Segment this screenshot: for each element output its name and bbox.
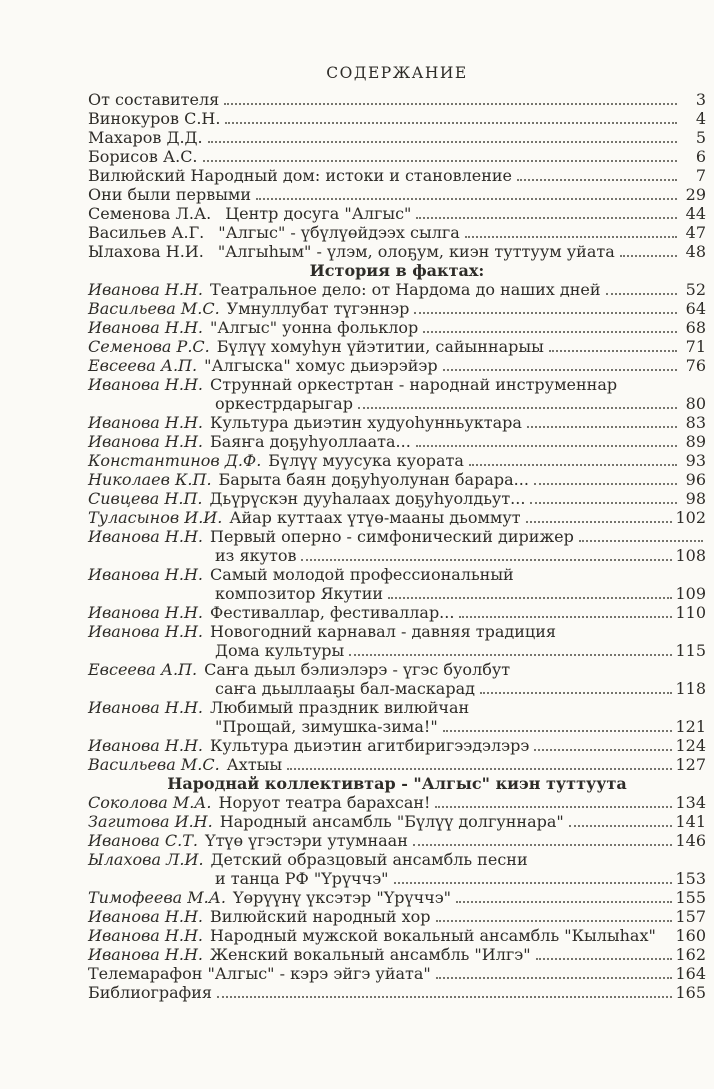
toc-entry-text: Новогодний карнавал - давняя традиция bbox=[210, 622, 556, 641]
toc-entry-line bbox=[88, 622, 706, 641]
toc-entry-text: Умнуллубат түгэннэр bbox=[226, 299, 410, 318]
toc-entry-text: Борисов А.С. bbox=[88, 147, 198, 166]
toc-entry-line bbox=[88, 698, 706, 717]
toc-entry-author: Иванова Н.Н. bbox=[88, 280, 203, 299]
toc-entry-text: "Алгыс" - үбүлүөйдээх сылга bbox=[218, 223, 460, 242]
toc-entry-author: Васильева М.С. bbox=[88, 299, 220, 318]
toc-page-number: 44 bbox=[685, 204, 706, 223]
toc-entry-text: Айар куттаах үтүө-мааны дьоммут bbox=[229, 508, 521, 527]
dot-leader bbox=[203, 160, 677, 162]
dot-leader bbox=[456, 901, 672, 903]
toc-list bbox=[88, 90, 706, 1002]
toc-page-number: 146 bbox=[675, 831, 706, 850]
toc-page-number: 124 bbox=[675, 736, 706, 755]
dot-leader bbox=[388, 597, 672, 599]
toc-entry-author: Иванова Н.Н. bbox=[88, 698, 203, 717]
toc-entry-text: Винокуров С.Н. bbox=[88, 109, 221, 128]
dot-leader bbox=[526, 521, 673, 523]
dot-leader bbox=[465, 236, 677, 238]
toc-entry-author: Загитова И.Н. bbox=[88, 812, 213, 831]
toc-entry-line bbox=[88, 356, 706, 375]
dot-leader bbox=[436, 977, 673, 979]
toc-entry-author: Иванова Н.Н. bbox=[88, 527, 203, 546]
toc-entry-line bbox=[88, 641, 706, 660]
toc-page-number: 96 bbox=[685, 470, 706, 489]
toc-entry-text: и танца РФ "Үрүччэ" bbox=[215, 869, 389, 888]
toc-entry-text: Баяҥа доҕуһуоллаата... bbox=[210, 432, 411, 451]
toc-entry-line bbox=[88, 166, 706, 185]
toc-entry-text: Народный мужской вокальный ансамбль "Кылыһах" bbox=[210, 926, 656, 945]
toc-entry-text: Культура дьиэтин худуоһунньуктара bbox=[210, 413, 522, 432]
toc-entry-text: Үөрүүнү үксэтэр "Үрүччэ" bbox=[232, 888, 452, 907]
toc-entry-text: оркестрдарыгар bbox=[215, 394, 353, 413]
dot-leader bbox=[287, 768, 672, 770]
toc-entry-author: Иванова Н.Н. bbox=[88, 736, 203, 755]
toc-page-number: 134 bbox=[675, 793, 706, 812]
toc-entry-text: из якутов bbox=[215, 546, 297, 565]
toc-entry-line bbox=[88, 983, 706, 1002]
toc-entry-line bbox=[88, 318, 706, 337]
toc-entry-text: Они были первыми bbox=[88, 185, 252, 204]
toc-entry-author: Туласынов И.И. bbox=[88, 508, 223, 527]
toc-entry-text: Вилюйский народный хор bbox=[210, 907, 431, 926]
toc-entry-text: Бүлүү муусука куората bbox=[268, 451, 464, 470]
toc-page-number: 89 bbox=[685, 432, 706, 451]
toc-page-number: 29 bbox=[685, 185, 706, 204]
toc-entry-text: Культура дьиэтин агитбиригээдэлэрэ bbox=[210, 736, 530, 755]
toc-section-heading: История в фактах: bbox=[309, 261, 485, 280]
toc-entry-author: Иванова Н.Н. bbox=[88, 945, 203, 964]
toc-page-number: 118 bbox=[675, 679, 706, 698]
toc-entry-line bbox=[88, 869, 706, 888]
dot-leader bbox=[606, 293, 677, 295]
toc-entry-author: Николаев К.П. bbox=[88, 470, 212, 489]
toc-entry-line bbox=[88, 413, 706, 432]
toc-page-number: 115 bbox=[675, 641, 706, 660]
toc-entry-line bbox=[88, 945, 706, 964]
dot-leader bbox=[256, 198, 677, 200]
toc-entry-author: Васильев А.Г. bbox=[88, 223, 205, 242]
dot-leader bbox=[349, 654, 672, 656]
toc-page-number: 164 bbox=[675, 964, 706, 983]
toc-entry-text: Библиография bbox=[88, 983, 212, 1002]
toc-page-number: 162 bbox=[675, 945, 706, 964]
toc-entry-text: Ахтыы bbox=[226, 755, 283, 774]
toc-entry-line bbox=[88, 755, 706, 774]
toc-entry-author: Семенова Р.С. bbox=[88, 337, 210, 356]
toc-page-number: 68 bbox=[685, 318, 706, 337]
toc-entry-author: Евсеева А.П. bbox=[88, 660, 198, 679]
toc-page-number: 93 bbox=[685, 451, 706, 470]
dot-leader bbox=[527, 426, 677, 428]
toc-entry-text: Женский вокальный ансамбль "Илгэ" bbox=[210, 945, 531, 964]
toc-entry-line bbox=[88, 508, 706, 527]
toc-page-number: 160 bbox=[675, 926, 706, 945]
toc-entry-text: Струннай оркестртан - народнай инструменнар bbox=[210, 375, 618, 394]
toc-page-number: 4 bbox=[695, 109, 706, 128]
toc-entry-line bbox=[88, 489, 706, 508]
dot-leader bbox=[530, 502, 677, 504]
toc-entry-text: Телемарафон "Алгыс" - кэрэ эйгэ уйата" bbox=[88, 964, 431, 983]
toc-entry-line bbox=[88, 299, 706, 318]
dot-leader bbox=[579, 540, 703, 542]
toc-entry-author: Иванова Н.Н. bbox=[88, 375, 203, 394]
toc-entry-text: Дьүрүскэн дууһалаах доҕуһуолдьут... bbox=[209, 489, 526, 508]
toc-entry-author: Иванова Н.Н. bbox=[88, 907, 203, 926]
toc-entry-text: Саҥа дьыл бэлиэлэрэ - үгэс буолбут bbox=[204, 660, 511, 679]
toc-entry-text: Центр досуга "Алгыс" bbox=[225, 204, 412, 223]
dot-leader bbox=[217, 996, 672, 998]
dot-leader bbox=[443, 730, 673, 732]
toc-page-number: 121 bbox=[675, 717, 706, 736]
toc-entry-line bbox=[88, 394, 706, 413]
toc-entry-author: Иванова Н.Н. bbox=[88, 565, 203, 584]
toc-entry-text: Бүлүү хомуһун үйэтитии, сайыннарыы bbox=[216, 337, 544, 356]
toc-entry-line bbox=[88, 109, 706, 128]
toc-entry-line bbox=[88, 546, 706, 565]
toc-entry-line bbox=[88, 527, 706, 546]
toc-entry-line bbox=[88, 736, 706, 755]
dot-leader bbox=[569, 825, 673, 827]
toc-entry-author: Иванова Н.Н. bbox=[88, 318, 203, 337]
toc-entry-text: Вилюйский Народный дом: истоки и становление bbox=[88, 166, 513, 185]
toc-entry-author: Евсеева А.П. bbox=[88, 356, 198, 375]
dot-leader bbox=[469, 464, 677, 466]
toc-entry-line bbox=[88, 584, 706, 603]
dot-leader bbox=[414, 312, 677, 314]
toc-entry-author: Ылахова Л.И. bbox=[88, 850, 204, 869]
toc-entry-text: Первый оперно - симфонический дирижер bbox=[210, 527, 574, 546]
toc-entry-line bbox=[88, 242, 706, 261]
toc-entry-text: Детский образцовый ансамбль песни bbox=[210, 850, 528, 869]
toc-page-number: 76 bbox=[685, 356, 706, 375]
toc-entry-author: Иванова Н.Н. bbox=[88, 622, 203, 641]
dot-leader bbox=[301, 559, 672, 561]
dot-leader bbox=[459, 616, 672, 618]
toc-page-number: 127 bbox=[675, 755, 706, 774]
toc-section-heading: Народнай коллективтар - "Алгыс" киэн туттуута bbox=[167, 774, 627, 793]
toc-entry-line bbox=[88, 793, 706, 812]
dot-leader bbox=[480, 692, 672, 694]
toc-entry-text: Народный ансамбль "Бүлүү долгуннара" bbox=[219, 812, 564, 831]
toc-entry-text: "Прощай, зимушка-зима!" bbox=[215, 717, 438, 736]
toc-entry-text: Фестиваллар, фестиваллар... bbox=[210, 603, 455, 622]
page-title: СОДЕРЖАНИЕ bbox=[326, 64, 468, 82]
toc-entry-author: Иванова Н.Н. bbox=[88, 432, 203, 451]
toc-page-number: 7 bbox=[695, 166, 706, 185]
toc-entry-line bbox=[88, 964, 706, 983]
toc-entry-author: Иванова Н.Н. bbox=[88, 413, 203, 432]
dot-leader bbox=[549, 350, 677, 352]
toc-entry-line bbox=[88, 907, 706, 926]
toc-entry-text: композитор Якутии bbox=[215, 584, 384, 603]
toc-entry-line bbox=[88, 90, 706, 109]
toc-page-number: 155 bbox=[675, 888, 706, 907]
toc-entry-line bbox=[88, 470, 706, 489]
toc-page-number: 102 bbox=[675, 508, 706, 527]
toc-entry-line bbox=[88, 185, 706, 204]
toc-page-number: 47 bbox=[685, 223, 706, 242]
toc-page-number: 141 bbox=[675, 812, 706, 831]
toc-page-number: 165 bbox=[675, 983, 706, 1002]
toc-page-number: 48 bbox=[685, 242, 706, 261]
dot-leader bbox=[358, 407, 677, 409]
toc-entry-text: Театральное дело: от Нардома до наших дней bbox=[210, 280, 601, 299]
toc-entry-text: Үтүө үгэстэри утумнаан bbox=[205, 831, 408, 850]
toc-entry-text: Норуот театра барахсан! bbox=[218, 793, 431, 812]
dot-leader bbox=[534, 749, 672, 751]
toc-entry-line bbox=[88, 375, 706, 394]
toc-entry-line bbox=[88, 717, 706, 736]
toc-entry-text: Махаров Д.Д. bbox=[88, 128, 203, 147]
toc-entry-author: Иванова Н.Н. bbox=[88, 603, 203, 622]
dot-leader bbox=[413, 844, 673, 846]
dot-leader bbox=[436, 920, 673, 922]
dot-leader bbox=[517, 179, 677, 181]
toc-page-number: 83 bbox=[685, 413, 706, 432]
toc-entry-line bbox=[88, 128, 706, 147]
dot-leader bbox=[443, 369, 677, 371]
toc-page-number: 157 bbox=[675, 907, 706, 926]
toc-entry-line bbox=[88, 926, 706, 945]
dot-leader bbox=[394, 882, 673, 884]
dot-leader bbox=[225, 122, 677, 124]
toc-entry-line bbox=[88, 223, 706, 242]
dot-leader bbox=[423, 331, 677, 333]
dot-leader bbox=[620, 255, 677, 257]
toc-entry-line bbox=[88, 831, 706, 850]
toc-entry-line bbox=[88, 280, 706, 299]
toc-page-number: 80 bbox=[685, 394, 706, 413]
toc-entry-author: Семенова Л.А. bbox=[88, 204, 212, 223]
toc-page-number: 110 bbox=[675, 603, 706, 622]
toc-entry-text: саҥа дьыллааҕы бал-маскарад bbox=[215, 679, 475, 698]
toc-entry-line bbox=[88, 812, 706, 831]
toc-page-number: 64 bbox=[685, 299, 706, 318]
toc-page-number: 3 bbox=[695, 90, 706, 109]
dot-leader bbox=[435, 806, 672, 808]
dot-leader bbox=[224, 103, 677, 105]
toc-entry-line bbox=[88, 850, 706, 869]
toc-entry-line bbox=[88, 451, 706, 470]
toc-entry-text: Дома культуры bbox=[215, 641, 345, 660]
toc-entry-line bbox=[88, 603, 706, 622]
dot-leader bbox=[416, 217, 677, 219]
dot-leader bbox=[416, 445, 677, 447]
toc-entry-author: Константинов Д.Ф. bbox=[88, 451, 262, 470]
toc-page-number: 108 bbox=[675, 546, 706, 565]
toc-entry-author: Иванова Н.Н. bbox=[88, 926, 203, 945]
toc-entry-line bbox=[88, 147, 706, 166]
toc-entry-line bbox=[88, 337, 706, 356]
toc-entry-text: Барыта баян доҕуһуолунан барара... bbox=[218, 470, 529, 489]
dot-leader bbox=[536, 958, 673, 960]
toc-entry-line bbox=[88, 660, 706, 679]
toc-entry-line bbox=[88, 432, 706, 451]
toc-entry-text: От составителя bbox=[88, 90, 220, 109]
toc-entry-author: Ылахова Н.И. bbox=[88, 242, 204, 261]
toc-entry-text: Самый молодой профессиональный bbox=[210, 565, 514, 584]
toc-entry-author: Тимофеева М.А. bbox=[88, 888, 226, 907]
toc-page-number: 6 bbox=[695, 147, 706, 166]
toc-entry-author: Соколова М.А. bbox=[88, 793, 212, 812]
toc-page-number: 71 bbox=[685, 337, 706, 356]
toc-page-number: 109 bbox=[675, 584, 706, 603]
toc-page-number: 153 bbox=[675, 869, 706, 888]
toc-page-number: 52 bbox=[685, 280, 706, 299]
toc-entry-text: "Алгыһым" - үлэм, олоҕум, киэн туттуум уйата bbox=[217, 242, 615, 261]
toc-entry-text: "Алгыс" уонна фольклор bbox=[210, 318, 419, 337]
toc-entry-line bbox=[88, 565, 706, 584]
toc-entry-author: Иванова С.Т. bbox=[88, 831, 198, 850]
toc-page-number: 98 bbox=[685, 489, 706, 508]
toc-entry-text: Любимый праздник вилюйчан bbox=[210, 698, 470, 717]
dot-leader bbox=[534, 483, 677, 485]
toc-entry-author: Сивцева Н.П. bbox=[88, 489, 203, 508]
toc-entry-line bbox=[88, 888, 706, 907]
toc-entry-author: Васильева М.С. bbox=[88, 755, 220, 774]
toc-entry-text: "Алгыска" хомус дьиэрэйэр bbox=[204, 356, 438, 375]
toc-entry-line bbox=[88, 679, 706, 698]
toc-page-number: 5 bbox=[695, 128, 706, 147]
toc-entry-line bbox=[88, 204, 706, 223]
dot-leader bbox=[208, 141, 677, 143]
